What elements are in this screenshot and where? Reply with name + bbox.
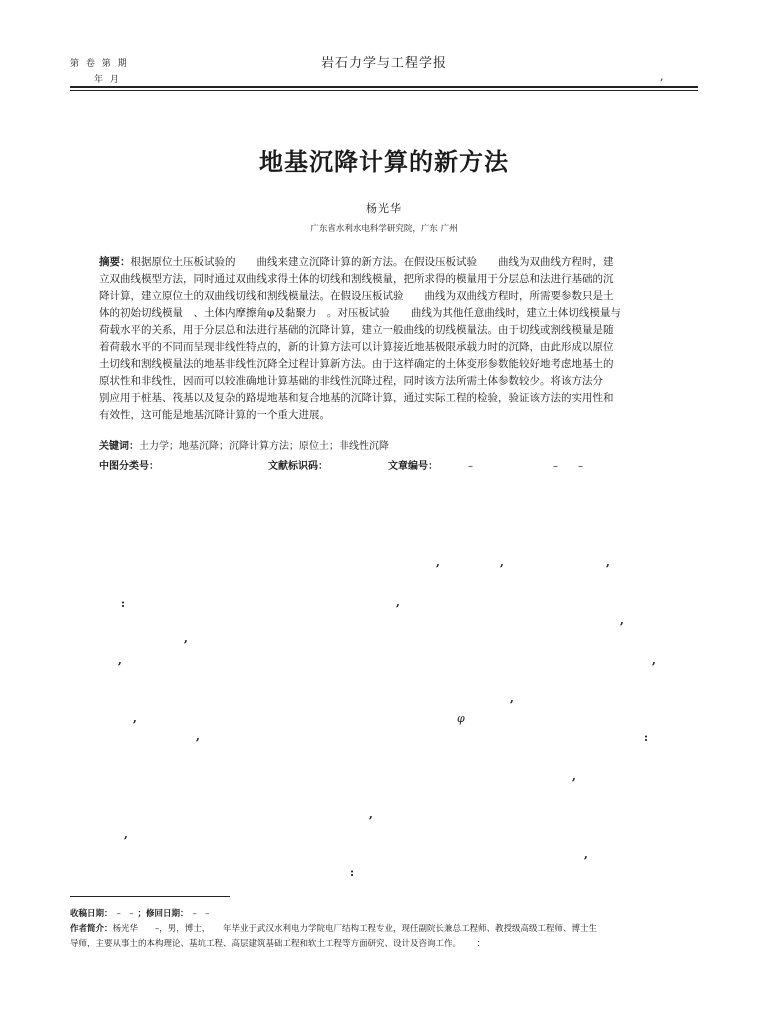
- header-rule-thin: [70, 90, 698, 91]
- clc-label: 中图分类号：: [99, 461, 159, 472]
- body-mark: :: [121, 597, 126, 610]
- body-mark: ,: [436, 556, 440, 569]
- body-mark: ,: [369, 808, 373, 821]
- bio-tail: ：: [476, 939, 486, 949]
- abstract-line: 立双曲线模型方法，同时通过双曲线求得土体的切线和割线模量，把所求得的模量用于分层总和法进行基础的沉: [99, 273, 614, 285]
- issue-date: 年 月: [94, 75, 121, 85]
- abstract-line: 土切线和割线模量法的地基非线性沉降全过程计算新方法。由于这样确定的土体变形参数能较好地考虑地基土的: [99, 358, 614, 370]
- bio-line: [70, 922, 597, 934]
- abstract-label: 摘要：: [99, 256, 131, 268]
- body-mark: ,: [500, 556, 504, 569]
- revised-label: ；修回日期：: [137, 909, 189, 919]
- abstract-line: 别应用于桩基、筏基以及复杂的路堤地基和复合地基的沉降计算，通过实际工程的检验，验证该方法的实用性和: [99, 392, 614, 404]
- paper-title: 地基沉降计算的新方法: [259, 148, 509, 176]
- author-affiliation: 广东省水利水电科学研究院，广东 广州: [310, 224, 458, 234]
- body-mark: ,: [510, 692, 514, 705]
- body-mark: ,: [652, 654, 656, 667]
- body-mark: ,: [184, 632, 188, 645]
- body-mark: ,: [606, 556, 610, 569]
- bio-label: 作者简介：: [70, 924, 113, 934]
- abstract-line: 降计算，建立原位土的双曲线切线和割线模量法。在假设压板试验 曲线为双曲线方程时，所需要参数只是土: [99, 290, 614, 302]
- keywords-line: [99, 437, 389, 452]
- keywords-text: 土力学；地基沉降；沉降计算方法；原位土；非线性沉降: [139, 441, 389, 452]
- body-mark: :: [350, 866, 355, 879]
- received-label: 收稿日期：: [70, 909, 113, 919]
- revised-date: – –: [192, 909, 210, 919]
- abstract-line: [99, 254, 669, 271]
- bio-line-2: [70, 937, 485, 949]
- doc-code-label: 文献标识码：: [268, 461, 328, 472]
- bio-text-2: 导师，主要从事土的本构理论、基坑工程、高层建筑基础工程和软土工程等方面研究、设计及咨询工作。: [70, 939, 457, 949]
- author-name: 杨光华: [366, 202, 402, 215]
- header-mark: ,: [660, 70, 664, 83]
- body-mark: ,: [620, 614, 624, 627]
- bio-text: 杨光华 –，男，博士， 年毕业于武汉水利电力学院电厂结构工程专业，现任副院长兼总工程师、教授级高级工程师、博士生: [112, 924, 598, 934]
- footnote-rule: [70, 896, 230, 897]
- keywords-label: 关键词：: [99, 441, 139, 452]
- abstract-line: 荷载水平的关系，用于分层总和法进行基础的沉降计算，建立一般曲线的切线模量法。由于切线或割线模量是随: [99, 324, 614, 336]
- article-no-value: – – –: [468, 461, 583, 472]
- body-mark: ,: [133, 712, 137, 725]
- body-mark: ,: [124, 828, 128, 841]
- received-line: [70, 907, 214, 919]
- body-mark: ,: [572, 770, 576, 783]
- abstract-text: 根据原位土压板试验的 曲线来建立沉降计算的新方法。在假设压板试验 曲线为双曲线方程时，建: [130, 256, 614, 268]
- journal-title: 岩石力学与工程学报: [320, 56, 447, 71]
- issue-info: 第 卷 第 期: [70, 59, 129, 69]
- body-mark: :: [644, 731, 649, 744]
- abstract-line: 有效性，这可能是地基沉降计算的一个重大进展。: [99, 409, 330, 421]
- article-no-label: 文章编号：: [388, 461, 438, 472]
- abstract-line: 原状性和非线性，因而可以较准确地计算基础的非线性沉降过程，同时该方法所需土体参数较少。将该方法分: [99, 375, 603, 387]
- body-mark: ,: [584, 848, 588, 861]
- phi-symbol: φ: [457, 712, 465, 725]
- body-mark: ,: [118, 654, 122, 667]
- header-rule: [70, 86, 698, 88]
- received-date: – –: [116, 909, 134, 919]
- body-mark: ,: [196, 730, 200, 743]
- abstract-line: 体的初始切线模量 、土体内摩擦角φ及黏聚力 。对压板试验 曲线为其他任意曲线时，建立土体切线模量与: [99, 307, 621, 319]
- abstract-line: 着荷载水平的不同而呈现非线性特点的，新的计算方法可以计算接近地基极限承载力时的沉降，由此形成以原位: [99, 341, 614, 353]
- body-mark: ,: [396, 596, 400, 609]
